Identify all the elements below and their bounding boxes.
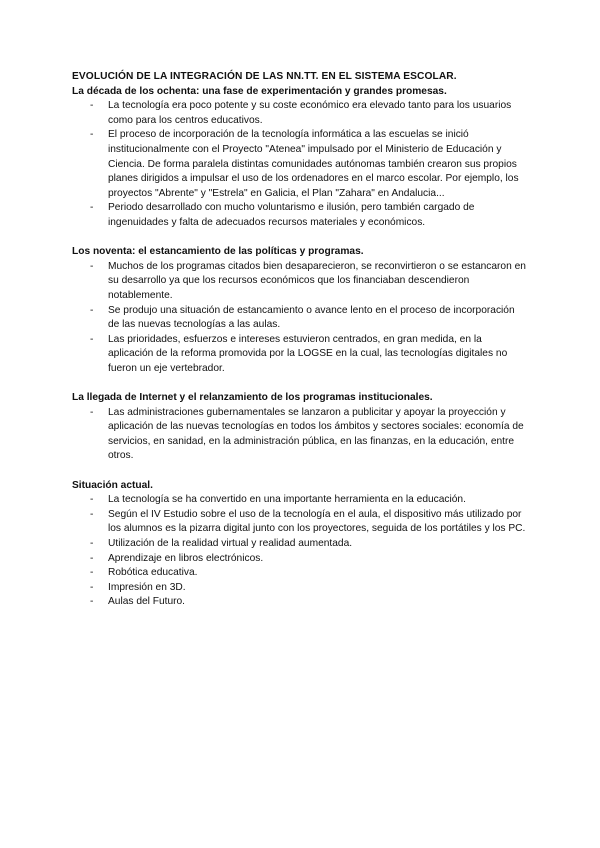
section-heading: Situación actual.	[72, 479, 153, 491]
list-item	[72, 566, 528, 581]
list-item	[72, 493, 528, 508]
section-heading: La década de los ochenta: una fase de experimentación y grandes promesas.	[72, 85, 447, 97]
dash-bullet: -	[90, 260, 94, 272]
list-item	[72, 508, 528, 537]
dash-bullet: -	[90, 100, 94, 112]
list-item-text: Las prioridades, esfuerzos e intereses estuvieron centrados, en gran medida, en la aplicación de la reforma promovida por la LOGSE en la cual, las tecnologías digitales no fueron un eje vertebrador.	[108, 333, 508, 374]
list-item-text: La tecnología se ha convertido en una importante herramienta en la educación.	[108, 494, 466, 506]
dash-bullet: -	[90, 333, 94, 345]
list-item-text: El proceso de incorporación de la tecnología informática a las escuelas se inició institucionalmente con el Proyecto "Atenea" impulsado por el Ministerio de Educación y Ciencia. De forma paralela distintas comunidades autónomas también crearon sus propios planes dirigidos a impulsar el uso de los ordenadores en el marco escolar. Por ejemplo, los proyectos "Abrente" y "Estrela" en Galicia, el Plan "Zahara" en Andalucia...	[108, 129, 519, 199]
dash-bullet: -	[90, 581, 94, 593]
list-item	[72, 333, 528, 377]
list-item	[72, 581, 528, 596]
list-item	[72, 201, 528, 230]
list-item-text: Utilización de la realidad virtual y realidad aumentada.	[108, 538, 353, 549]
document-page	[72, 70, 528, 625]
dash-bullet: -	[90, 129, 94, 141]
list-item-text: Impresión en 3D.	[108, 581, 186, 593]
list-item	[72, 99, 528, 128]
dash-bullet: -	[90, 552, 94, 564]
list-item	[72, 537, 528, 552]
list-item-text: Según el IV Estudio sobre el uso de la tecnología en el aula, el dispositivo más utilizado por los alumnos es la pizarra digital junto con los proyectores, seguida de los portátiles y los PC.	[108, 508, 526, 535]
dash-bullet: -	[90, 304, 94, 316]
list-item-text: Robótica educativa.	[108, 567, 198, 579]
dash-bullet: -	[90, 494, 94, 506]
dash-bullet: -	[90, 202, 94, 214]
list-item-text: Aprendizaje en libros electrónicos.	[108, 552, 264, 564]
bullet-list	[72, 260, 528, 377]
list-item-text: La tecnología era poco potente y su coste económico era elevado tanto para los usuarios como para los centros educativos.	[108, 100, 512, 126]
list-item	[72, 406, 528, 464]
dash-bullet: -	[90, 538, 94, 549]
list-item-text: Periodo desarrollado con mucho voluntarismo e ilusión, pero también cargado de ingenuidades y falta de adecuados recursos materiales y económicos.	[108, 202, 475, 228]
list-item	[72, 260, 528, 304]
list-item-text: Las administraciones gubernamentales se lanzaron a publicitar y apoyar la proyección y aplicación de las nuevas tecnologías en todos los ámbitos y sectores sociales: economía de servicios, en sanidad, en la administración pública, en las finanzas, en la educación, entre otros.	[108, 406, 524, 462]
section-heading: La llegada de Internet y el relanzamiento de los programas institucionales.	[72, 392, 433, 404]
section-heading: Los noventa: el estancamiento de las políticas y programas.	[72, 246, 364, 258]
dash-bullet: -	[90, 406, 94, 418]
list-item	[72, 304, 528, 333]
list-item	[72, 595, 528, 610]
dash-bullet: -	[90, 596, 94, 608]
list-item-text: Aulas del Futuro.	[108, 596, 186, 608]
dash-bullet: -	[90, 508, 94, 520]
section-noventa	[72, 245, 528, 376]
list-item	[72, 552, 528, 567]
section-actual	[72, 479, 528, 610]
list-item-text: Muchos de los programas citados bien desaparecieron, se reconvirtieron o se estancaron en su desarrollo ya que los recursos económicos que los financiaban descendieron notablemente.	[108, 260, 526, 301]
list-item-text: Se produjo una situación de estancamiento o avance lento en el proceso de incorporación de las nuevas tecnologías a las aulas.	[108, 304, 515, 331]
bullet-list	[72, 99, 528, 230]
section-ochenta	[72, 85, 528, 231]
dash-bullet: -	[90, 567, 94, 579]
bullet-list	[72, 493, 528, 610]
document-title: EVOLUCIÓN DE LA INTEGRACIÓN DE LAS NN.TT. EN EL SISTEMA ESCOLAR.	[72, 71, 457, 82]
section-internet	[72, 391, 528, 464]
list-item	[72, 128, 528, 201]
bullet-list	[72, 406, 528, 464]
